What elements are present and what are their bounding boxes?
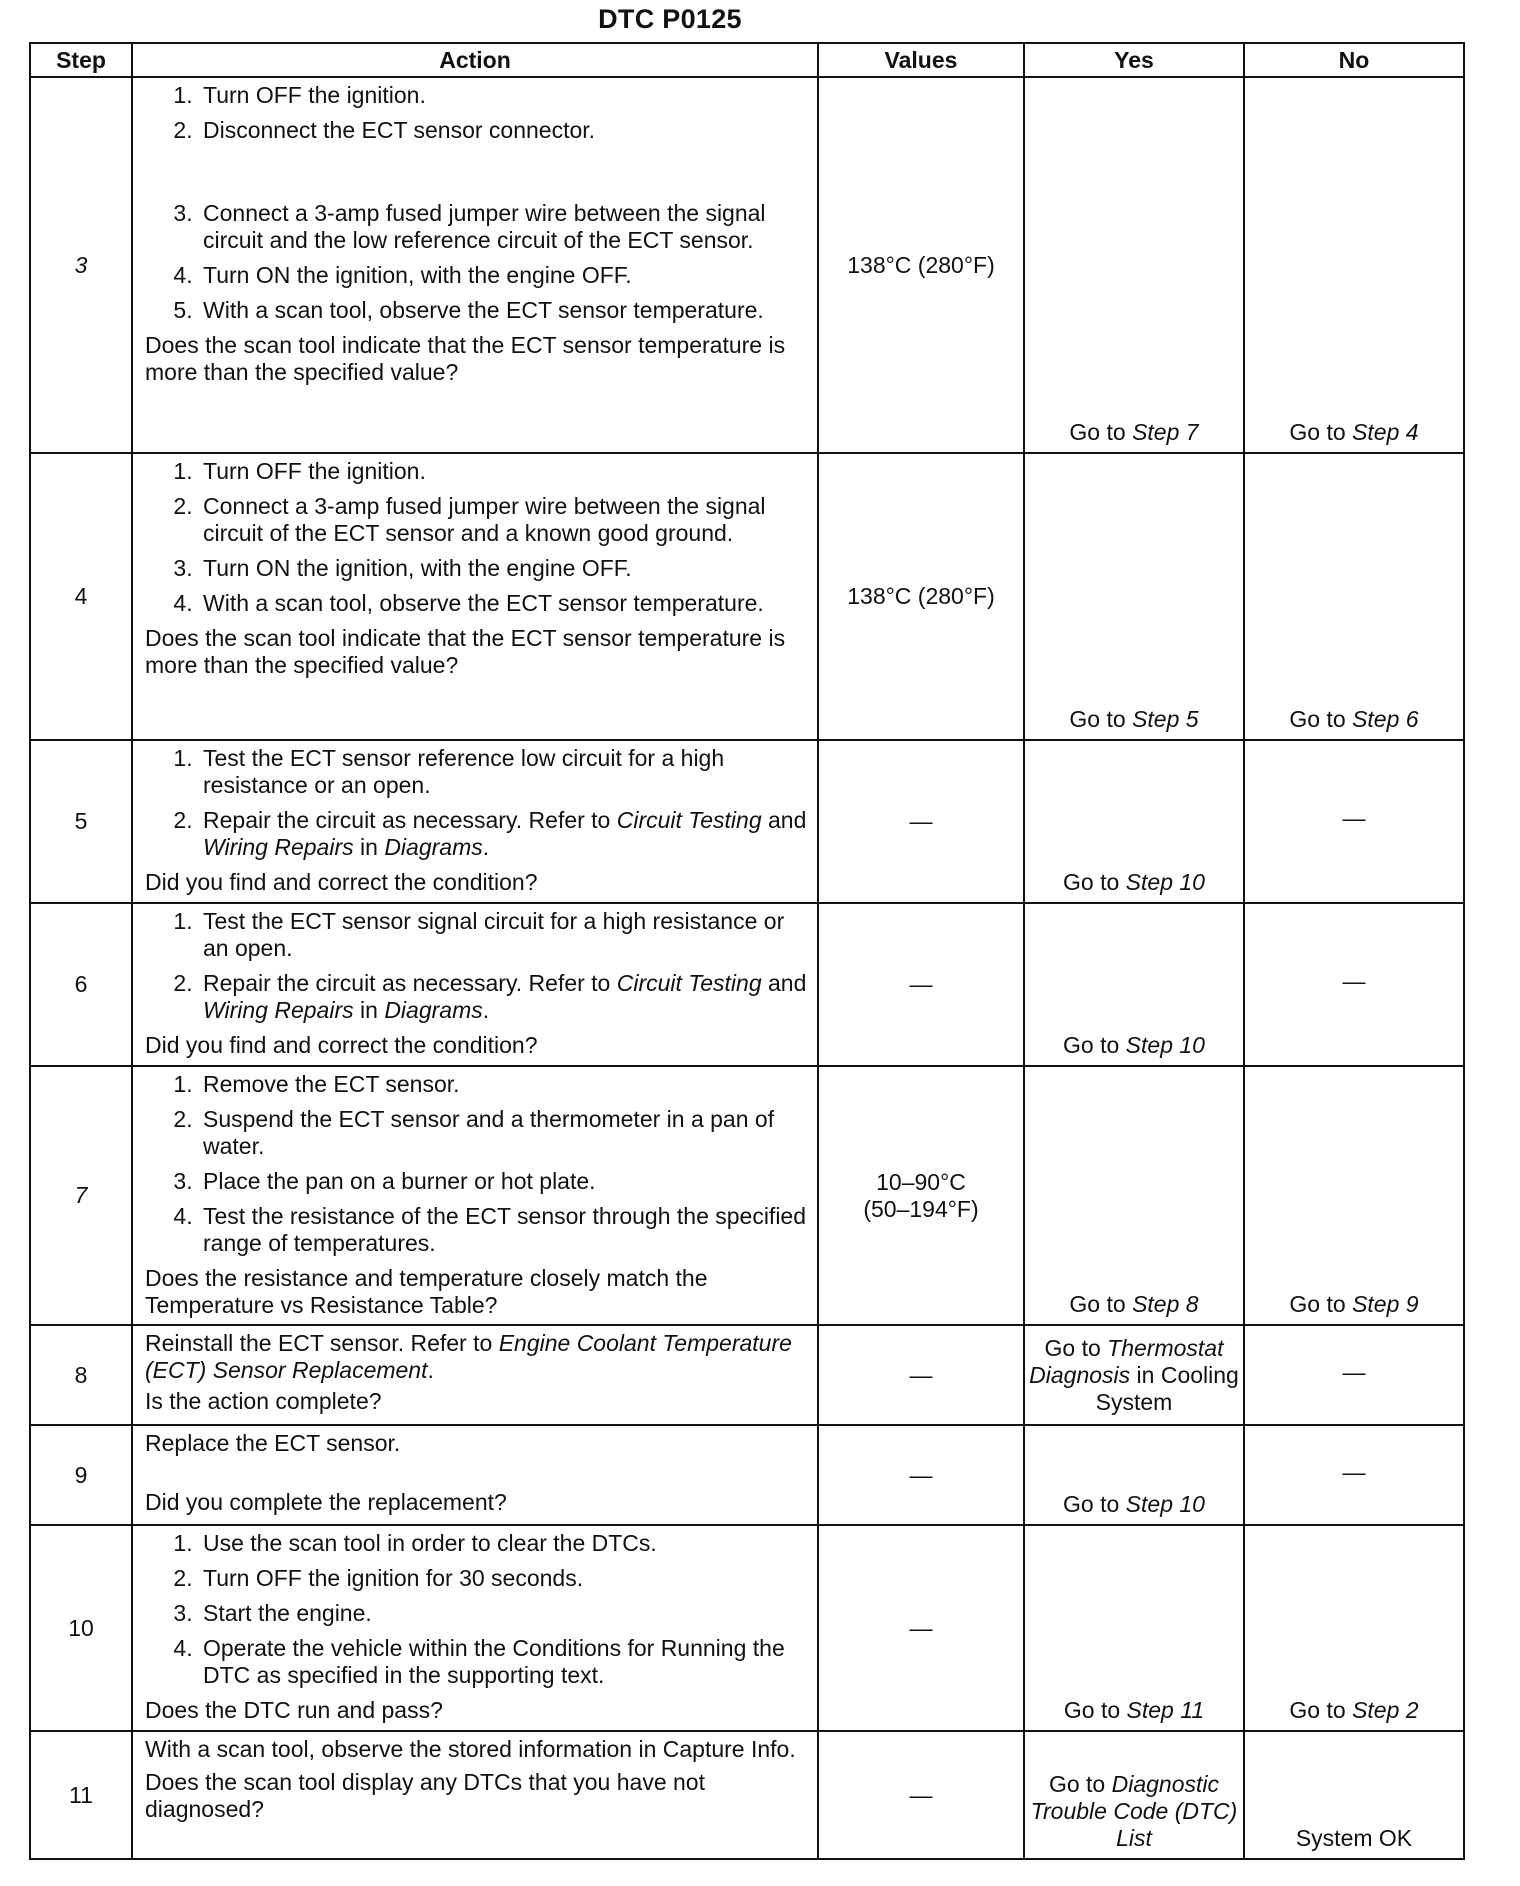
step-number: 11 <box>30 1731 132 1859</box>
yes-step-link: Step 11 <box>1126 1697 1205 1723</box>
step-number: 7 <box>30 1066 132 1325</box>
table-row <box>30 903 1464 1066</box>
reference-link: Diagrams <box>384 834 483 860</box>
action-cell <box>132 1525 818 1731</box>
action-item: 2. Turn OFF the ignition for 30 seconds. <box>199 1565 809 1592</box>
action-cell <box>132 1731 818 1859</box>
step-number: 4 <box>30 453 132 740</box>
action-item: 2. Connect a 3-amp fused jumper wire between the signal circuit of the ECT sensor and a known good ground. <box>199 493 809 547</box>
text-run: Repair the circuit as necessary. Refer to <box>203 807 617 833</box>
yes-suffix: in Cooling System <box>1095 1361 1239 1415</box>
reference-link: Wiring Repairs <box>203 997 354 1023</box>
step-number: 9 <box>30 1425 132 1525</box>
action-cell <box>132 903 818 1066</box>
action-text: Replace the ECT sensor. <box>145 1430 401 1456</box>
table-row <box>30 740 1464 903</box>
table-row <box>30 1066 1464 1325</box>
yes-cell <box>1024 77 1244 453</box>
step-number: 10 <box>30 1525 132 1731</box>
yes-reference-link: Diagnostic Trouble Code (DTC) List <box>1030 1771 1238 1851</box>
action-item: 1. Turn OFF the ignition. <box>199 458 809 485</box>
reference-link: Circuit Testing <box>616 807 762 833</box>
action-list <box>145 1530 809 1689</box>
action-item: 1. Remove the ECT sensor. <box>199 1071 809 1098</box>
step-number: 6 <box>30 903 132 1066</box>
yes-step-link: Step 8 <box>1132 1291 1199 1317</box>
yes-cell <box>1024 740 1244 903</box>
action-question: Does the scan tool indicate that the ECT sensor temperature is more than the specified value? <box>145 332 786 385</box>
yes-cell <box>1024 1066 1244 1325</box>
table-row <box>30 77 1464 453</box>
yes-step-link: Step 10 <box>1125 869 1205 895</box>
diagnostic-table <box>29 42 1465 1860</box>
action-item: 1. Turn OFF the ignition. <box>199 82 809 109</box>
text-run: . <box>482 834 490 860</box>
yes-prefix: Go to <box>1063 1032 1126 1058</box>
action-item: 3. Turn ON the ignition, with the engine OFF. <box>199 555 809 582</box>
step-number: 8 <box>30 1325 132 1425</box>
values-cell <box>818 1066 1024 1325</box>
reference-link: Diagrams <box>384 997 483 1023</box>
text-run: . <box>482 997 490 1023</box>
no-cell: — <box>1244 740 1464 903</box>
yes-cell <box>1024 1325 1244 1425</box>
no-cell: — <box>1244 1325 1464 1425</box>
text-run: Repair the circuit as necessary. Refer to <box>203 970 617 996</box>
values-cell: — <box>818 1525 1024 1731</box>
yes-prefix: Go to <box>1063 1491 1126 1517</box>
action-cell <box>132 1325 818 1425</box>
yes-cell <box>1024 1425 1244 1525</box>
values-cell: — <box>818 740 1024 903</box>
action-item: 1. Test the ECT sensor signal circuit for a high resistance or an open. <box>199 908 809 962</box>
yes-cell <box>1024 1525 1244 1731</box>
action-item: 4. With a scan tool, observe the ECT sensor temperature. <box>199 590 809 617</box>
action-text: With a scan tool, observe the stored information in Capture Info. <box>145 1736 796 1762</box>
value-range-celsius: 10–90°C <box>876 1168 966 1195</box>
values-cell: 138°C (280°F) <box>818 453 1024 740</box>
column-header-action: Action <box>132 43 818 77</box>
action-cell <box>132 453 818 740</box>
action-item: 4. Test the resistance of the ECT sensor through the specified range of temperatures. <box>199 1203 809 1257</box>
value-range-fahrenheit: (50–194°F) <box>863 1195 979 1222</box>
no-step-link: Step 6 <box>1352 706 1419 732</box>
yes-cell <box>1024 903 1244 1066</box>
no-cell <box>1244 77 1464 453</box>
values-cell: — <box>818 903 1024 1066</box>
yes-prefix: Go to <box>1063 1697 1127 1723</box>
action-item: 4. Turn ON the ignition, with the engine OFF. <box>199 262 809 289</box>
page-title: DTC P0125 <box>598 4 742 34</box>
action-question: Did you find and correct the condition? <box>145 869 538 895</box>
column-header-no: No <box>1244 43 1464 77</box>
column-header-yes: Yes <box>1024 43 1244 77</box>
yes-step-link: Step 5 <box>1132 706 1199 732</box>
action-item <box>199 970 809 1024</box>
no-cell: System OK <box>1244 1731 1464 1859</box>
action-item: 3. Connect a 3-amp fused jumper wire between the signal circuit and the low reference circuit of the ECT sensor. <box>199 200 809 254</box>
action-text <box>145 1330 809 1384</box>
action-list <box>145 82 809 324</box>
action-cell <box>132 1425 818 1525</box>
reference-link: Circuit Testing <box>616 970 762 996</box>
values-cell: — <box>818 1731 1024 1859</box>
action-cell <box>132 1066 818 1325</box>
values-cell: — <box>818 1425 1024 1525</box>
action-list <box>145 1071 809 1257</box>
action-question: Does the resistance and temperature closely match the Temperature vs Resistance Table? <box>145 1265 708 1318</box>
action-item: 1. Use the scan tool in order to clear the DTCs. <box>199 1530 809 1557</box>
yes-step-link: Step 7 <box>1132 419 1199 445</box>
action-item: 5. With a scan tool, observe the ECT sensor temperature. <box>199 297 809 324</box>
no-cell <box>1244 453 1464 740</box>
text-run: . <box>427 1357 434 1383</box>
text-run: in <box>353 834 385 860</box>
yes-prefix: Go to <box>1069 706 1133 732</box>
action-item: 2. Suspend the ECT sensor and a thermometer in a pan of water. <box>199 1106 809 1160</box>
action-list <box>145 745 809 861</box>
action-item: 4. Operate the vehicle within the Conditions for Running the DTC as specified in the supporting text. <box>199 1635 809 1689</box>
action-cell <box>132 740 818 903</box>
values-cell: 138°C (280°F) <box>818 77 1024 453</box>
table-row <box>30 453 1464 740</box>
yes-reference-link: Thermostat Diagnosis <box>1029 1334 1224 1388</box>
yes-prefix: Go to <box>1069 419 1133 445</box>
action-question: Does the scan tool display any DTCs that you have not diagnosed? <box>145 1769 705 1822</box>
yes-step-link: Step 10 <box>1125 1491 1205 1517</box>
table-row <box>30 1525 1464 1731</box>
action-item: 3. Place the pan on a burner or hot plate. <box>199 1168 809 1195</box>
action-item: 3. Start the engine. <box>199 1600 809 1627</box>
action-list <box>145 458 809 617</box>
action-list <box>145 908 809 1024</box>
yes-step-link: Step 10 <box>1125 1032 1205 1058</box>
table-row <box>30 1731 1464 1859</box>
yes-prefix: Go to <box>1069 1291 1133 1317</box>
action-item <box>199 807 809 861</box>
action-item: 2. Disconnect the ECT sensor connector. <box>199 117 809 144</box>
text-run: and <box>761 970 807 996</box>
values-cell: — <box>818 1325 1024 1425</box>
no-prefix: Go to <box>1289 1291 1353 1317</box>
column-header-values: Values <box>818 43 1024 77</box>
reference-link: Engine Coolant Temperature (ECT) Sensor Replacement <box>145 1330 792 1383</box>
action-item: 1. Test the ECT sensor reference low circuit for a high resistance or an open. <box>199 745 809 799</box>
table-row <box>30 1425 1464 1525</box>
no-cell: — <box>1244 1425 1464 1525</box>
action-cell <box>132 77 818 453</box>
action-question: Is the action complete? <box>145 1388 382 1414</box>
no-cell <box>1244 1525 1464 1731</box>
no-cell <box>1244 1066 1464 1325</box>
no-step-link: Step 9 <box>1352 1291 1419 1317</box>
yes-cell <box>1024 1731 1244 1859</box>
column-header-step: Step <box>30 43 132 77</box>
table-row <box>30 1325 1464 1425</box>
no-cell: — <box>1244 903 1464 1066</box>
yes-prefix: Go to <box>1063 869 1126 895</box>
no-prefix: Go to <box>1289 706 1353 732</box>
no-step-link: Step 4 <box>1352 419 1419 445</box>
step-number: 5 <box>30 740 132 903</box>
reference-link: Wiring Repairs <box>203 834 354 860</box>
yes-prefix: Go to <box>1044 1334 1108 1361</box>
action-question: Did you complete the replacement? <box>145 1489 507 1515</box>
no-prefix: Go to <box>1289 1697 1353 1723</box>
no-step-link: Step 2 <box>1352 1697 1419 1723</box>
no-prefix: Go to <box>1289 419 1353 445</box>
table-header-row <box>30 43 1464 77</box>
text-run: and <box>761 807 807 833</box>
yes-cell <box>1024 453 1244 740</box>
action-question: Did you find and correct the condition? <box>145 1032 538 1058</box>
action-question: Does the DTC run and pass? <box>145 1697 443 1723</box>
action-question: Does the scan tool indicate that the ECT sensor temperature is more than the specified value? <box>145 625 786 678</box>
text-run: in <box>353 997 385 1023</box>
step-number: 3 <box>30 77 132 453</box>
text-run: Reinstall the ECT sensor. Refer to <box>145 1330 499 1356</box>
yes-prefix: Go to <box>1048 1771 1112 1797</box>
